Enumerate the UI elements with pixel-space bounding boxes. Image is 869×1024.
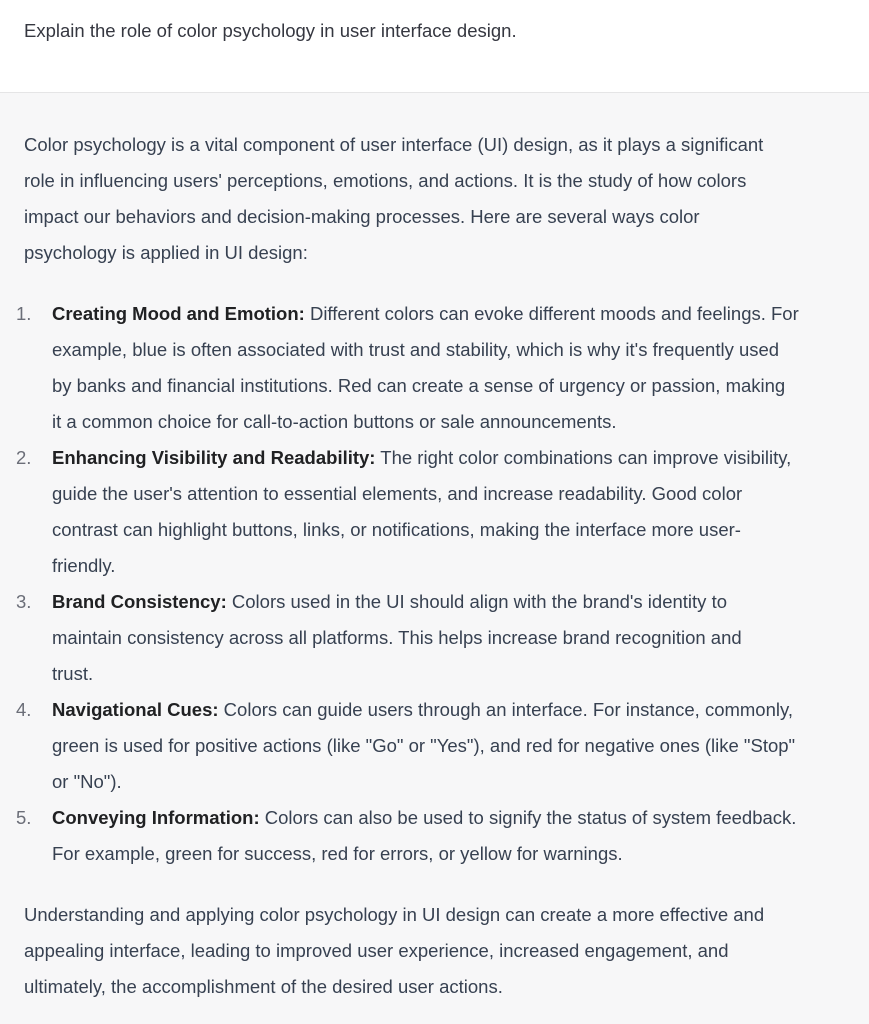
point-line: maintain consistency across all platforms. This helps increase brand recognition and (52, 627, 742, 648)
point-text: Colors can guide users through an interface. For instance, commonly, (218, 699, 794, 720)
point-line: it a common choice for call-to-action buttons or sale announcements. (52, 411, 617, 432)
point-text: The right color combinations can improve visibility, (375, 447, 792, 468)
point-line: contrast can highlight buttons, links, or notifications, making the interface more user- (52, 519, 741, 540)
list-first-line (52, 800, 869, 836)
list-number: 1. (16, 303, 32, 324)
point-text: Colors used in the UI should align with the brand's identity to (226, 591, 727, 612)
point-title: Creating Mood and Emotion: (52, 303, 305, 324)
point-title: Navigational Cues: (52, 699, 219, 720)
outro-line: ultimately, the accomplishment of the desired user actions. (24, 976, 503, 997)
points-list (16, 296, 869, 872)
point-line: or "No"). (52, 771, 122, 792)
list-number: 5. (16, 807, 32, 828)
user-message-text: Explain the role of color psychology in user interface design. (24, 20, 517, 41)
assistant-answer (16, 127, 869, 1005)
point-title: Brand Consistency: (52, 591, 227, 612)
list-item (16, 584, 869, 692)
point-title: Enhancing Visibility and Readability: (52, 447, 376, 468)
list-item (16, 800, 869, 872)
point-title: Conveying Information: (52, 807, 260, 828)
intro-line: impact our behaviors and decision-making processes. Here are several ways color (24, 206, 700, 227)
list-first-line (52, 692, 869, 728)
outro-paragraph (24, 897, 869, 1005)
point-line: by banks and financial institutions. Red can create a sense of urgency or passion, making (52, 375, 786, 396)
point-line: guide the user's attention to essential elements, and increase readability. Good color (52, 483, 743, 504)
point-line: friendly. (52, 555, 116, 576)
assistant-message-block (0, 93, 869, 1024)
intro-paragraph (24, 127, 869, 271)
list-first-line (52, 584, 869, 620)
list-number: 3. (16, 591, 32, 612)
point-line: green is used for positive actions (like "Go" or "Yes"), and red for negative ones (like "Stop" (52, 735, 796, 756)
point-text: Different colors can evoke different moods and feelings. For (304, 303, 799, 324)
point-text: Colors can also be used to signify the status of system feedback. (259, 807, 797, 828)
list-item (16, 692, 869, 800)
intro-line: role in influencing users' perceptions, emotions, and actions. It is the study of how colors (24, 170, 747, 191)
list-first-line (52, 440, 869, 476)
point-line: trust. (52, 663, 94, 684)
point-line: For example, green for success, red for errors, or yellow for warnings. (52, 843, 623, 864)
outro-line: Understanding and applying color psychology in UI design can create a more effective and (24, 904, 765, 925)
list-number: 4. (16, 699, 32, 720)
list-item (16, 440, 869, 584)
user-message-block (0, 0, 869, 93)
intro-line: psychology is applied in UI design: (24, 242, 308, 263)
list-item (16, 296, 869, 440)
list-number: 2. (16, 447, 32, 468)
list-first-line (52, 296, 869, 332)
intro-line: Color psychology is a vital component of user interface (UI) design, as it plays a significant (24, 134, 764, 155)
point-line: example, blue is often associated with trust and stability, which is why it's frequently used (52, 339, 780, 360)
outro-line: appealing interface, leading to improved user experience, increased engagement, and (24, 940, 729, 961)
